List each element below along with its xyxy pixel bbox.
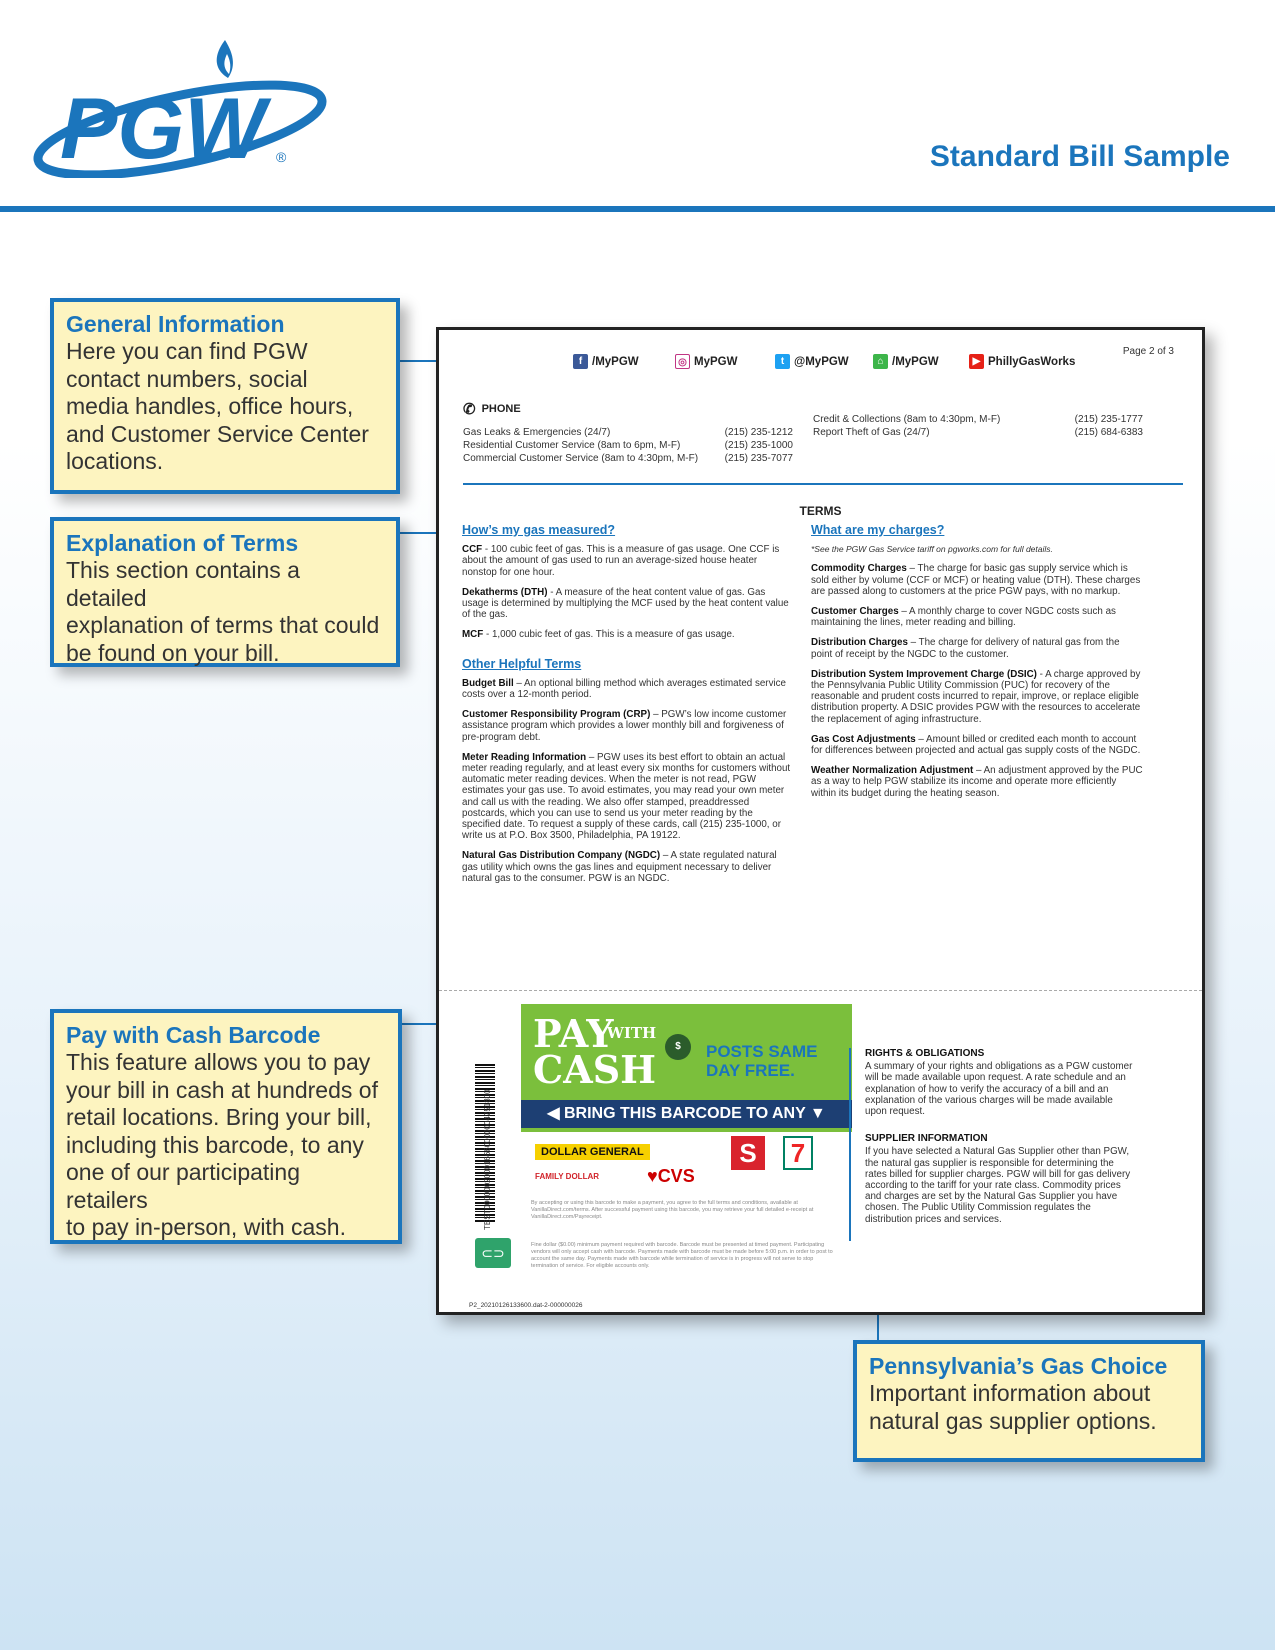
- term-name: Customer Charges: [811, 606, 899, 618]
- callout-line: one of our participating retailers: [66, 1159, 300, 1213]
- bill-footer-code: P2_20210126133600.dat-2-000000026: [469, 1302, 583, 1309]
- posts-same-label: POSTS SAME: [706, 1042, 818, 1061]
- term-name: Distribution System Improvement Charge (DSIC): [811, 668, 1037, 680]
- family-dollar-logo: FAMILY DOLLAR: [535, 1172, 600, 1181]
- phone-row: [463, 452, 793, 465]
- callout-line: including this barcode, to any: [66, 1131, 364, 1158]
- cvs-logo: ♥CVS: [647, 1166, 695, 1186]
- logo-text: PGW: [60, 81, 266, 177]
- posts-same-day: [706, 1042, 817, 1080]
- pgw-logo: [30, 38, 330, 183]
- term-item: [811, 734, 1143, 756]
- callout-title: General Information: [66, 311, 285, 337]
- twitter-icon: t: [775, 354, 790, 369]
- term-item: [462, 850, 794, 884]
- term-item: [462, 752, 794, 842]
- phone-list-right: [813, 413, 1143, 439]
- page-number: Page 2 of 3: [1122, 346, 1174, 357]
- sample-bill-page: [436, 327, 1205, 1315]
- page-title: Standard Bill Sample: [929, 140, 1230, 173]
- phone-row: [813, 426, 1143, 439]
- term-item: [462, 544, 794, 578]
- term-text: - 100 cubic feet of gas. This is a measure of gas usage. One CCF is about the amount of gas used to run an average-sized house heater nonstop for one hour.: [462, 544, 780, 578]
- speedway-logo: S: [731, 1136, 765, 1170]
- gas-choice-callout: [853, 1340, 1205, 1462]
- facebook-handle[interactable]: [573, 354, 639, 369]
- pay-with-cash-banner: [521, 1004, 852, 1132]
- callout-line: and Customer Service Center: [66, 420, 369, 447]
- terms-left-column: [462, 525, 794, 893]
- term-text: – The charge for basic gas supply service which is sold either by volume (CCF or MCF) or heating value (DTH). These charges are passed along to customers at the price PGW pays, with no markup.: [811, 563, 1141, 597]
- term-name: Budget Bill: [462, 677, 514, 689]
- tariff-note: *See the PGW Gas Service tariff on pgworks.com for full details.: [811, 544, 1053, 555]
- registered-mark: ®: [276, 149, 287, 165]
- youtube-icon: ▶: [969, 354, 984, 369]
- supplier-heading: SUPPLIER INFORMATION: [865, 1133, 988, 1145]
- term-text: – An adjustment approved by the PUC as a way to help PGW stabilize its income and operate more efficiently within its budget during the heating season.: [811, 765, 1143, 799]
- term-item: [811, 637, 1143, 659]
- phone-label: Residential Customer Service (8am to 6pm, M-F): [463, 440, 681, 451]
- callout-title: Explanation of Terms: [66, 530, 299, 556]
- callout-line: retail locations. Bring your bill,: [66, 1104, 372, 1130]
- callout-line: contact numbers, social: [66, 365, 308, 392]
- callout-title: Pay with Cash Barcode: [66, 1022, 321, 1048]
- term-text: – PGW uses its best effort to obtain an actual meter reading regularly, and at least every six months for customers without automatic meter reading devices. When the meter is not read, PGW estimates your gas use. To avoid estimates, you may read your own meter and call us with the reading. We also offer stamped, preaddressed postcards, which you can use to send us your meter reading by the specified date. To request a supply of these cards, call (215) 235-1000, or write us at P.O. Box 3500, Philadelphia, PA 19122.: [462, 751, 791, 842]
- barcode-fine-print: Fine dollar ($0.00) minimum payment required with barcode. Barcode must be presented at timed payment. Participating vendors will only accept cash with barcode. Payments made with barcode must be made before 5:00 p.m. in order to post to account the same day. Payments made with barcode while termination of service is in progress will not serve to stop termination of service. For eligible accounts only.: [531, 1242, 833, 1269]
- phone-row: [463, 439, 793, 452]
- barcode-terms-text: By accepting or using this barcode to make a payment, you agree to the full terms and conditions, available at VanillaDirect.com/terms. After successful payment using this barcode, you may retrieve your full detailed e-receipt at VanillaDirect.com/Payreceipt.: [531, 1200, 814, 1220]
- term-text: – Amount billed or credited each month to account for differences between projected and actual gas supply costs of the NGDC.: [811, 733, 1141, 757]
- header-divider: [0, 206, 1275, 212]
- terms-title: TERMS: [799, 504, 842, 518]
- callout-line: locations.: [66, 448, 164, 474]
- term-item: [462, 587, 794, 621]
- term-name: Dekatherms (DTH): [462, 586, 548, 598]
- term-text: - 1,000 cubic feet of gas. This is a measure of gas usage.: [483, 629, 735, 641]
- term-text: - A charge approved by the Pennsylvania Public Utility Commission (PUC) for recovery of the reasonable and prudent costs incurred to repair, improve, or replace eligible distribution property. A DSIC provides PGW with the resources to accelerate the replacement of aging infrastructure.: [811, 668, 1141, 725]
- seven-eleven-logo: 7: [783, 1136, 813, 1170]
- term-item: [462, 629, 794, 640]
- term-name: MCF: [462, 629, 484, 641]
- rights-and-supplier-info: [849, 1048, 1134, 1241]
- helpful-terms-heading: Other Helpful Terms: [462, 656, 582, 671]
- term-item: [811, 606, 1143, 628]
- term-text: – A state regulated natural gas utility which owns the gas lines and equipment necessary to deliver natural gas to the consumer. PGW is an NGDC.: [462, 850, 777, 884]
- general-information-callout: [50, 298, 400, 494]
- instagram-label: MyPGW: [694, 355, 738, 368]
- phone-heading: [463, 400, 521, 418]
- retailer-logos: [521, 1136, 852, 1192]
- charges-heading: What are my charges?: [811, 523, 945, 537]
- phone-icon: ✆: [463, 401, 476, 418]
- term-item: [811, 669, 1143, 725]
- phone-heading-label: PHONE: [481, 403, 521, 415]
- callout-line: your bill in cash at hundreds of: [66, 1076, 378, 1103]
- term-name: Weather Normalization Adjustment: [811, 765, 974, 777]
- twitter-label: @MyPGW: [794, 355, 849, 368]
- term-text: – An optional billing method which averages estimated service costs over a 12-month period.: [462, 677, 786, 701]
- tear-line: [439, 990, 1202, 991]
- phone-label: Gas Leaks & Emergencies (24/7): [463, 427, 611, 438]
- term-name: Commodity Charges: [811, 563, 907, 575]
- terms-right-column: [811, 525, 1143, 808]
- callout-line: natural gas supplier options.: [869, 1407, 1157, 1434]
- callout-line: media handles, office hours,: [66, 393, 354, 419]
- twitter-handle[interactable]: [775, 354, 849, 369]
- term-item: [462, 678, 794, 700]
- phone-number: (215) 235-1000: [724, 440, 793, 451]
- term-item: [811, 765, 1143, 799]
- supplier-text: If you have selected a Natural Gas Supplier other than PGW, the natural gas supplier is responsible for determining the rates billed for supplier charges. PGW will bill for gas delivery according to the tariff for your rate class. Commodity prices and charges are set by the Natural Gas Supplier you have chosen. The Public Utility Commission regulates the distribution prices and services.: [865, 1146, 1131, 1225]
- instagram-handle[interactable]: [675, 354, 737, 369]
- callout-line: Important information about: [869, 1380, 1151, 1406]
- rights-text: A summary of your rights and obligations as a PGW customer will be made available upon request. A rate schedule and an explanation of how to verify the accuracy of a bill and an explanation of the various charges will be made available upon request.: [865, 1061, 1133, 1118]
- phone-number: (215) 684-6383: [1074, 427, 1143, 438]
- callout-line: This section contains a detailed: [66, 557, 300, 611]
- with-word: WITH: [607, 1024, 657, 1042]
- term-name: Distribution Charges: [811, 637, 908, 649]
- phone-number: (215) 235-1777: [1074, 414, 1143, 425]
- callout-line: explanation of terms that could: [66, 612, 380, 638]
- phone-label: Credit & Collections (8am to 4:30pm, M-F): [813, 414, 1001, 425]
- instagram-icon: ◎: [675, 354, 690, 369]
- phone-label: Commercial Customer Service (8am to 4:30pm, M-F): [463, 453, 699, 464]
- nextdoor-icon: ⌂: [873, 354, 888, 369]
- day-free-label: DAY FREE.: [706, 1061, 795, 1080]
- phone-number: (215) 235-7077: [724, 453, 793, 464]
- term-text: – A monthly charge to cover NGDC costs such as maintaining the lines, meter reading and billing.: [811, 606, 1116, 629]
- phone-divider: [463, 483, 1183, 485]
- measured-heading: How’s my gas measured?: [462, 523, 616, 537]
- term-item: [811, 563, 1143, 597]
- barcode-number: TEST000000200016660000004251800: [483, 1089, 492, 1230]
- bring-barcode-banner: ◀ BRING THIS BARCODE TO ANY ▼: [521, 1100, 852, 1128]
- term-text: – The charge for delivery of natural gas from the point of receipt by the NGDC to the customer.: [811, 637, 1120, 660]
- explanation-of-terms-callout: [50, 517, 400, 667]
- youtube-handle[interactable]: [969, 354, 1075, 369]
- callout-line: to pay in-person, with cash.: [66, 1214, 346, 1240]
- rights-heading: RIGHTS & OBLIGATIONS: [865, 1048, 985, 1059]
- term-name: Meter Reading Information: [462, 751, 587, 763]
- nextdoor-label: /MyPGW: [892, 355, 939, 368]
- page-header: [0, 0, 1275, 212]
- callout-line: Here you can find PGW: [66, 338, 308, 364]
- cash-word: CASH: [533, 1047, 657, 1092]
- term-name: Gas Cost Adjustments: [811, 733, 916, 745]
- term-name: Natural Gas Distribution Company (NGDC): [462, 850, 661, 862]
- term-text: – PGW’s low income customer assistance program which provides a lower monthly bill and forgiveness of pre-program debt.: [462, 709, 787, 743]
- dollar-coin-icon: $: [665, 1034, 691, 1060]
- callout-line: This feature allows you to pay: [66, 1049, 371, 1075]
- facebook-icon: f: [573, 354, 588, 369]
- facebook-label: /MyPGW: [592, 355, 639, 368]
- phone-label: Report Theft of Gas (24/7): [813, 427, 930, 438]
- nextdoor-handle[interactable]: [873, 354, 939, 369]
- phone-row: [813, 413, 1143, 426]
- term-name: CCF: [462, 544, 483, 556]
- dollar-general-logo: DOLLAR GENERAL: [535, 1144, 650, 1160]
- phone-row: [463, 426, 793, 439]
- pay-word: PAY: [533, 1011, 614, 1056]
- vanilla-direct-icon: ⊂⊃: [475, 1238, 511, 1268]
- callout-line: be found on your bill.: [66, 639, 280, 666]
- term-text: - A measure of the heat content value of gas. Gas usage is determined by multiplying the MCF used by the heat content value of the gas.: [462, 586, 789, 621]
- phone-list-left: [463, 426, 793, 465]
- phone-number: (215) 235-1212: [724, 427, 793, 438]
- pay-with-cash-callout: [50, 1009, 402, 1244]
- term-name: Customer Responsibility Program (CRP): [462, 709, 651, 721]
- term-item: [462, 709, 794, 743]
- youtube-label: PhillyGasWorks: [988, 355, 1076, 368]
- callout-title: Pennsylvania’s Gas Choice: [869, 1353, 1168, 1379]
